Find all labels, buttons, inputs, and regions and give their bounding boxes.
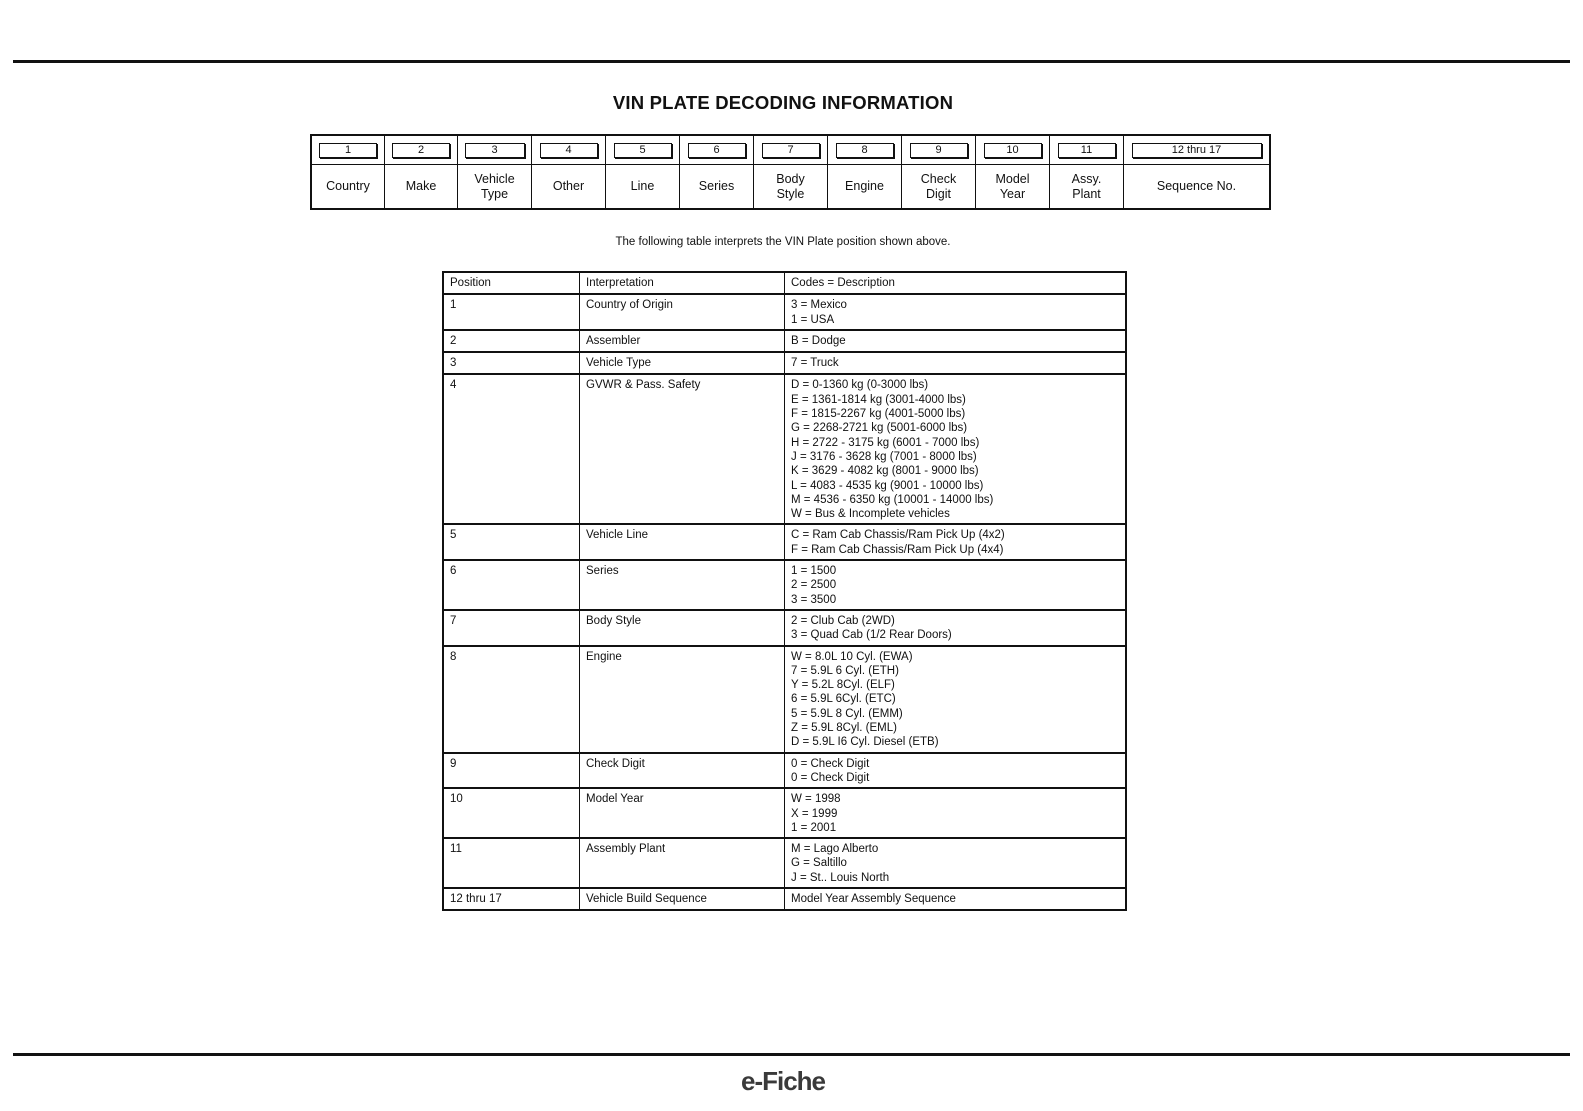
vin-position-label [532,165,606,210]
decode-table [442,271,1127,911]
code-line: W = 1998 [791,793,841,806]
vin-label-line: Model [995,171,1030,186]
code-line: 1 = USA [791,313,835,326]
row-codes [785,524,1127,560]
vin-position-label [458,165,532,210]
code-line: W = 8.0L 10 Cyl. (EWA) [791,650,913,663]
vin-label-line: Plant [1072,186,1101,201]
row-codes [785,352,1127,374]
vin-label-line: Year [999,186,1026,201]
vin-label-line: Style [776,186,805,201]
code-line: 1 = 1500 [791,565,837,578]
vin-label-line: Line [630,179,655,193]
table-row [443,294,1126,330]
vin-position-number: 8 [836,143,894,158]
header-codes: Codes = Description [785,272,1127,294]
vin-position-label [1124,165,1271,210]
code-line: 6 = 5.9L 6Cyl. (ETC) [791,693,896,706]
code-line: E = 1361-1814 kg (3001-4000 lbs) [791,393,966,406]
row-interpretation: Series [580,560,785,610]
table-row [443,352,1126,374]
vin-position-number: 10 [984,143,1042,158]
vin-position-label [385,165,458,210]
row-interpretation: Check Digit [580,753,785,789]
row-codes [785,838,1127,888]
table-row [443,524,1126,560]
vin-position-cell [1050,135,1124,165]
table-row [443,610,1126,646]
vin-position-cell [458,135,532,165]
code-line: G = 2268-2721 kg (5001-6000 lbs) [791,422,968,435]
code-line: F = 1815-2267 kg (4001-5000 lbs) [791,408,966,421]
row-position: 8 [443,646,580,753]
vin-position-label [754,165,828,210]
vin-position-number: 12 thru 17 [1132,143,1262,158]
row-position: 6 [443,560,580,610]
row-interpretation: Vehicle Type [580,352,785,374]
table-header-row [443,272,1126,294]
code-line: 3 = Mexico [791,299,847,312]
code-line: C = Ram Cab Chassis/Ram Pick Up (4x2) [791,529,1005,542]
vin-position-number: 9 [910,143,968,158]
code-line: Y = 5.2L 8Cyl. (ELF) [791,679,895,692]
vin-position-cell [385,135,458,165]
top-rule [13,60,1570,63]
table-row [443,374,1126,524]
row-position: 3 [443,352,580,374]
row-position: 1 [443,294,580,330]
vin-label-line: Type [480,186,509,201]
vin-label-line: Assy. [1071,171,1102,186]
code-line: 2 = 2500 [791,579,837,592]
vin-position-number: 4 [540,143,598,158]
code-line: 7 = Truck [791,357,839,370]
vin-position-cell [532,135,606,165]
row-interpretation: Vehicle Line [580,524,785,560]
bottom-rule [13,1053,1570,1056]
vin-position-label [311,165,385,210]
vin-position-number: 11 [1058,143,1116,158]
table-row [443,753,1126,789]
vin-label-line: Digit [925,186,951,201]
code-line: M = 4536 - 6350 kg (10001 - 14000 lbs) [791,493,994,506]
vin-label-line: Vehicle [474,171,515,186]
vin-position-number: 1 [319,143,377,158]
row-interpretation: GVWR & Pass. Safety [580,374,785,524]
vin-label-line: Body [776,171,805,186]
vin-position-number: 6 [688,143,746,158]
code-line: L = 4083 - 4535 kg (9001 - 10000 lbs) [791,479,984,492]
vin-label-line: Series [698,179,735,193]
vin-position-cell [902,135,976,165]
row-interpretation: Assembler [580,330,785,352]
row-codes [785,753,1127,789]
vin-position-cell [828,135,902,165]
code-line: J = St.. Louis North [791,871,890,884]
vin-position-cell [976,135,1050,165]
vin-position-cell [606,135,680,165]
vin-label-line: Sequence No. [1156,179,1237,193]
vin-label-line: Other [552,179,585,193]
vin-label-line: Engine [845,179,884,193]
code-line: D = 5.9L I6 Cyl. Diesel (ETB) [791,736,939,749]
row-codes [785,888,1127,910]
code-line: 3 = Quad Cab (1/2 Rear Doors) [791,629,952,642]
table-row [443,646,1126,753]
vin-label-line: Make [405,179,437,193]
row-position: 5 [443,524,580,560]
vin-position-label [828,165,902,210]
row-position: 2 [443,330,580,352]
row-codes [785,610,1127,646]
code-line: 2 = Club Cab (2WD) [791,614,895,627]
table-row [443,788,1126,838]
code-line: 0 = Check Digit [791,757,870,770]
code-line: D = 0-1360 kg (0-3000 lbs) [791,379,929,392]
table-row [443,838,1126,888]
code-line: M = Lago Alberto [791,843,879,856]
row-interpretation: Assembly Plant [580,838,785,888]
code-line: B = Dodge [791,334,846,347]
row-position: 7 [443,610,580,646]
vin-position-label [680,165,754,210]
vin-position-cell [754,135,828,165]
code-line: H = 2722 - 3175 kg (6001 - 7000 lbs) [791,436,980,449]
row-position: 12 thru 17 [443,888,580,910]
row-position: 9 [443,753,580,789]
vin-position-number: 3 [465,143,525,158]
row-codes [785,330,1127,352]
vin-position-diagram [310,134,1271,210]
row-codes [785,646,1127,753]
row-codes [785,788,1127,838]
code-line: Model Year Assembly Sequence [791,892,956,905]
code-line: 1 = 2001 [791,821,837,834]
vin-position-label [976,165,1050,210]
row-interpretation: Model Year [580,788,785,838]
efiche-logo: e-Fiche [740,1066,826,1096]
row-codes [785,560,1127,610]
row-interpretation: Body Style [580,610,785,646]
row-codes [785,294,1127,330]
row-position: 11 [443,838,580,888]
vin-position-label [606,165,680,210]
code-line: F = Ram Cab Chassis/Ram Pick Up (4x4) [791,543,1004,556]
vin-position-number: 7 [762,143,820,158]
vin-position-label [902,165,976,210]
code-line: K = 3629 - 4082 kg (8001 - 9000 lbs) [791,465,979,478]
row-codes [785,374,1127,524]
vin-position-number: 2 [392,143,450,158]
table-row [443,330,1126,352]
header-position: Position [443,272,580,294]
vin-position-cell [311,135,385,165]
row-interpretation: Vehicle Build Sequence [580,888,785,910]
code-line: J = 3176 - 3628 kg (7001 - 8000 lbs) [791,450,977,463]
row-position: 10 [443,788,580,838]
code-line: X = 1999 [791,807,838,820]
table-row [443,560,1126,610]
vin-position-cell [680,135,754,165]
row-interpretation: Country of Origin [580,294,785,330]
code-line: 3 = 3500 [791,593,837,606]
vin-position-number: 5 [614,143,672,158]
code-line: Z = 5.9L 8Cyl. (EML) [791,722,897,735]
table-row [443,888,1126,910]
page-title: VIN PLATE DECODING INFORMATION [612,92,954,113]
row-interpretation: Engine [580,646,785,753]
vin-label-line: Country [326,179,370,193]
vin-position-label [1050,165,1124,210]
table-caption: The following table interprets the VIN Plate position shown above. [615,236,951,248]
code-line: G = Saltillo [791,857,847,870]
header-interpretation: Interpretation [580,272,785,294]
vin-label-line: Check [920,171,957,186]
row-position: 4 [443,374,580,524]
code-line: W = Bus & Incomplete vehicles [791,508,950,521]
code-line: 5 = 5.9L 8 Cyl. (EMM) [791,707,903,720]
code-line: 0 = Check Digit [791,771,870,784]
vin-position-cell [1124,135,1271,165]
code-line: 7 = 5.9L 6 Cyl. (ETH) [791,664,899,677]
